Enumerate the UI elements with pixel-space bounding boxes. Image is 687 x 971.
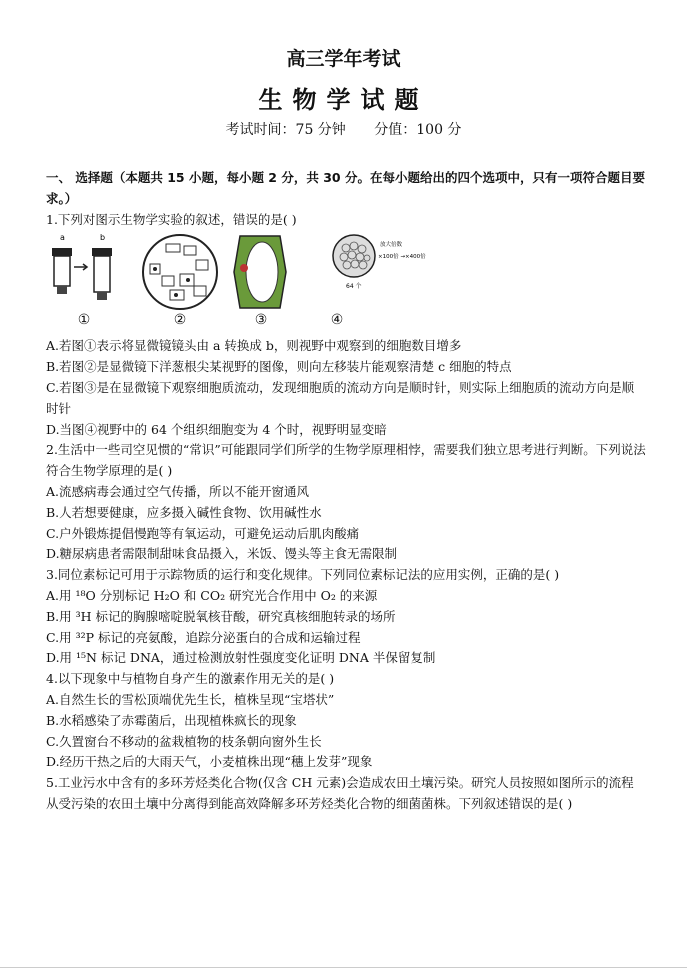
subject-title: 生物学试题 (258, 86, 429, 114)
figure-3-plant-cell (230, 232, 290, 312)
figure-1-label-a: a (60, 233, 65, 243)
question-3-option-a: A.用 ¹⁸O 分别标记 H₂O 和 CO₂ 研究光合作用中 O₂ 的来源 (46, 587, 378, 603)
question-2-option-a: A.流感病毒会通过空气传播，所以不能开窗通风 (46, 483, 310, 499)
question-1-option-b: B.若图②是显微镜下洋葱根尖某视野的图像，则向左移装片能观察清楚 c 细胞的特点 (46, 359, 512, 375)
question-1-option-d: D.当图④视野中的 64 个组织细胞变为 4 个时，视野明显变暗 (46, 421, 387, 437)
section-heading: 一、 选择题（本题共 15 小题，每小题 2 分，共 30 分。在每小题给出的四个选项中，只有一项符合题目要求。） (46, 170, 645, 206)
question-2-option-c: C.户外锻炼提倡慢跑等有氧运动，可避免运动后肌肉酸痛 (46, 525, 360, 541)
question-1-option-a: A.若图①表示将显微镜镜头由 a 转换成 b，则视野中观察到的细胞数目增多 (46, 338, 462, 354)
question-4-option-c: C.久置窗台不移动的盆栽植物的枝条朝向窗外生长 (46, 733, 322, 749)
exam-time: 考试时间：75 分钟 (225, 122, 346, 138)
figure-label-2: ② (173, 312, 187, 329)
question-1-stem: 1.下列对图示生物学实验的叙述，错误的是( ) (46, 211, 297, 227)
figure-label-4: ④ (330, 312, 344, 329)
question-5-stem: 5.工业污水中含有的多环芳烃类化合物(仅含 CH 元素)会造成农田土壤污染。研究人员按照如图所示的流程从受污染的农田土壤中分离得到能高效降解多环芳烃类化合物的细菌菌株。下列叙述错误的是( ) (46, 775, 634, 811)
question-1-figures (46, 232, 646, 332)
question-3-option-c: C.用 ³²P 标记的亮氨酸，追踪分泌蛋白的合成和运输过程 (46, 629, 361, 645)
question-3-option-d: D.用 ¹⁵N 标记 DNA，通过检测放射性强度变化证明 DNA 半保留复制 (46, 650, 436, 666)
question-3-stem: 3.同位素标记可用于示踪物质的运行和变化规律。下列同位素标记法的应用实例，正确的是( ) (46, 567, 560, 583)
page-bottom-divider (0, 967, 687, 968)
question-2-option-d: D.糖尿病患者需限制甜味食品摄入，米饭、馒头等主食无需限制 (46, 546, 398, 562)
question-4-option-d: D.经历干热之后的大雨天气，小麦植株出现“穗上发芽”现象 (46, 754, 373, 770)
question-2-stem: 2.生活中一些司空见惯的“常识”可能跟同学们所学的生物学原理相悖，需要我们独立思考进行判断。下列说法符合生物学原理的是( ) (46, 442, 646, 479)
figure-2-root-tip-field (136, 232, 224, 312)
question-3-option-b: B.用 ³H 标记的胸腺嘧啶脱氧核苷酸，研究真核细胞转录的场所 (46, 608, 396, 624)
question-4-stem: 4.以下现象中与植物自身产生的激素作用无关的是( ) (46, 671, 335, 687)
exam-score: 分值：100 分 (374, 122, 462, 138)
question-4-option-b: B.水稻感染了赤霉菌后，出现植株疯长的现象 (46, 712, 297, 728)
question-2-option-b: B.人若想要健康，应多摄入碱性食物、饮用碱性水 (46, 504, 322, 520)
exam-body (46, 168, 646, 815)
figure-4-cell-count: 64 个 (346, 283, 362, 291)
figure-4-tissue-field (332, 232, 426, 312)
figure-label-1: ① (77, 312, 91, 329)
exam-meta (0, 119, 687, 139)
figure-4-text-line2: ×100倍 →×400倍 (378, 254, 426, 261)
figure-1-label-b: b (100, 233, 106, 243)
figure-1-objectives (46, 232, 126, 312)
figure-label-3: ③ (254, 312, 268, 329)
question-1-option-c: C.若图③是在显微镜下观察细胞质流动，发现细胞质的流动方向是顺时针，则实际上细胞质的流动方向是顺时针 (46, 379, 635, 416)
figure-4-text-line1: 放大倍数 (380, 242, 403, 249)
exam-title: 高三学年考试 (286, 48, 401, 70)
question-4-option-a: A.自然生长的雪松顶端优先生长，植株呈现“宝塔状” (46, 691, 335, 707)
